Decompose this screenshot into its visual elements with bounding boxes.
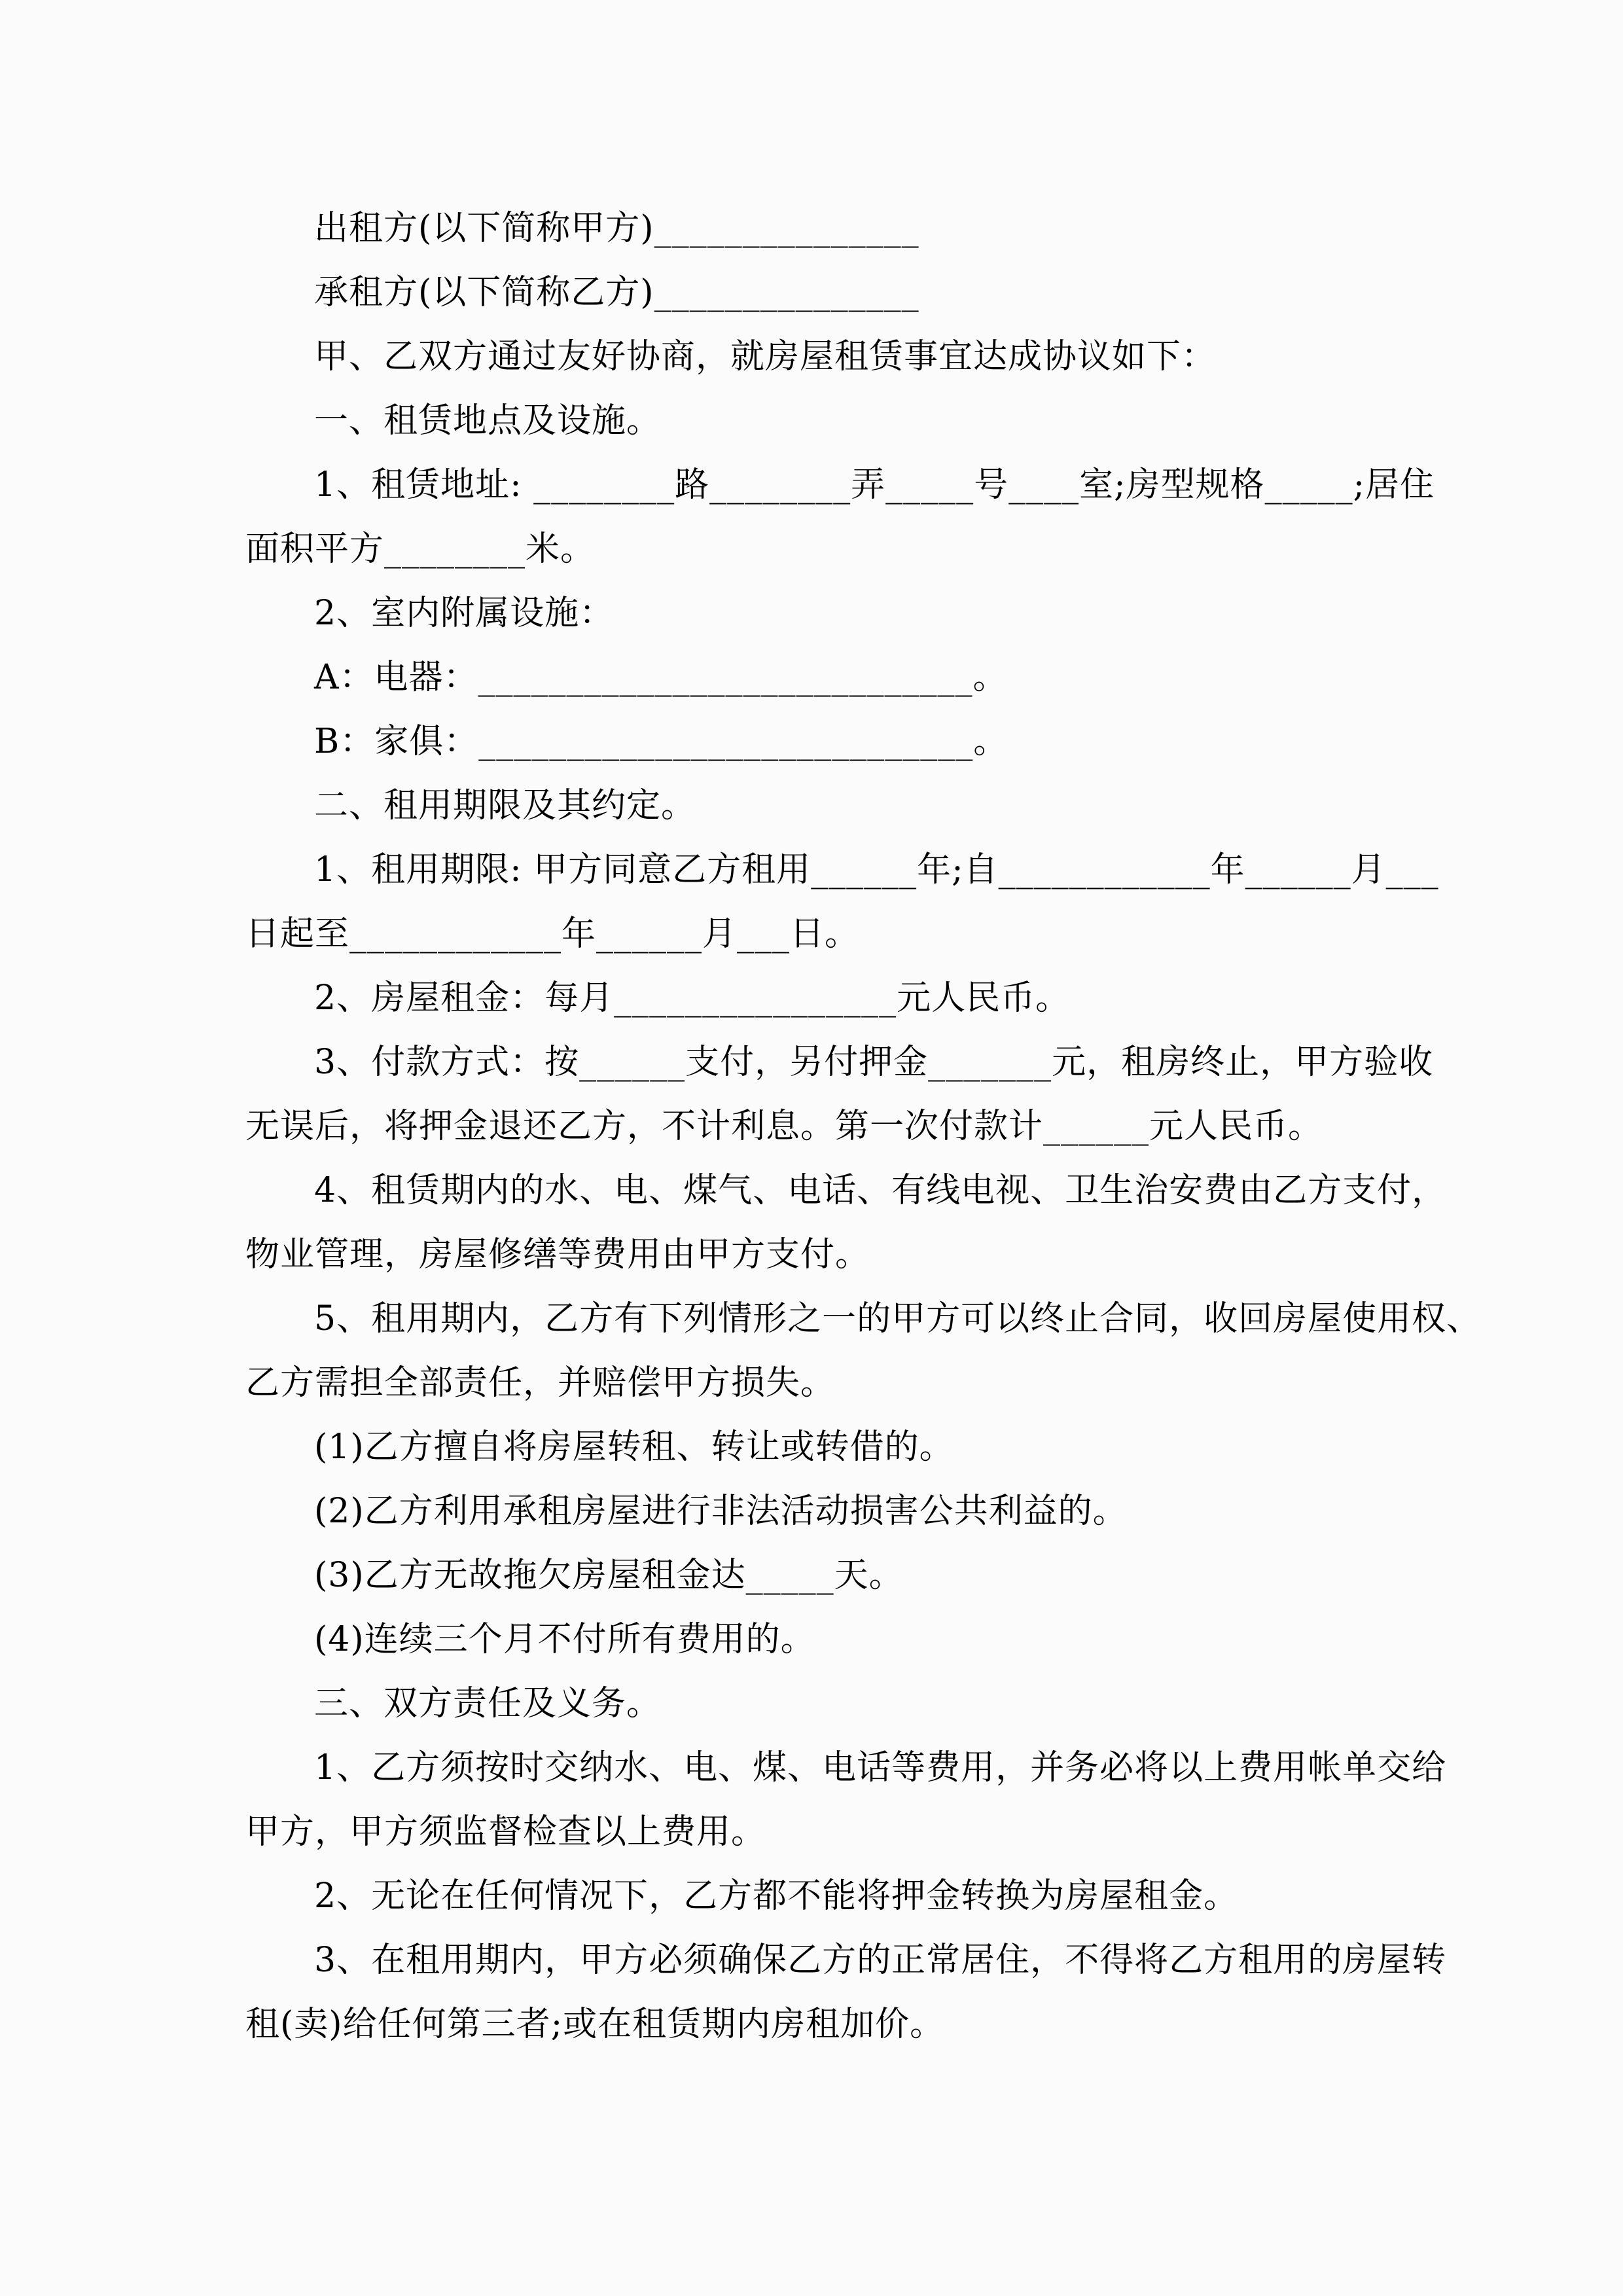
text-line-termination: 5、租用期内，乙方有下列情形之一的甲方可以终止合同，收回房屋使用权、 bbox=[314, 1299, 1482, 1338]
text-line-duty1-cont: 甲方，甲方须监督检查以上费用。 bbox=[245, 1812, 766, 1852]
text-line-payment-cont: 无误后，将押金退还乙方，不计利息。第一次付款计______元人民币。 bbox=[245, 1107, 1323, 1146]
text-line-term: 1、租用期限: 甲方同意乙方租用______年;自____________年______月___ bbox=[314, 850, 1439, 889]
contract-text-block bbox=[245, 196, 1482, 2056]
text-line-utilities-cont: 物业管理，房屋修缮等费用由甲方支付。 bbox=[245, 1235, 870, 1274]
text-line-address-cont: 面积平方________米。 bbox=[245, 529, 596, 569]
text-line-term-cont: 日起至____________年______月___日。 bbox=[245, 914, 860, 954]
text-line-section3-title: 三、双方责任及义务。 bbox=[314, 1684, 662, 1723]
text-line-payment: 3、付款方式：按______支付，另付押金_______元，租房终止，甲方验收 bbox=[314, 1043, 1434, 1082]
text-line-duty2: 2、无论在任何情况下，乙方都不能将押金转换为房屋租金。 bbox=[314, 1876, 1239, 1916]
text-line-utilities: 4、租赁期内的水、电、煤气、电话、有线电视、卫生治安费由乙方支付， bbox=[314, 1171, 1447, 1210]
text-line-appliances: A：电器：____________________________。 bbox=[314, 658, 1008, 697]
text-line-lessor: 出租方(以下简称甲方)_______________ bbox=[314, 209, 919, 248]
text-line-duty1: 1、乙方须按时交纳水、电、煤、电话等费用，并务必将以上费用帐单交给 bbox=[314, 1748, 1447, 1787]
text-line-facilities: 2、室内附属设施： bbox=[314, 594, 615, 633]
text-line-section1-title: 一、租赁地点及设施。 bbox=[314, 401, 662, 440]
text-line-clause2: (2)乙方利用承租房屋进行非法活动损害公共利益的。 bbox=[314, 1492, 1128, 1531]
text-line-furniture: B：家俱：____________________________。 bbox=[314, 722, 1008, 761]
text-line-clause4: (4)连续三个月不付所有费用的。 bbox=[314, 1620, 815, 1659]
text-line-preamble: 甲、乙双方通过友好协商，就房屋租赁事宜达成协议如下： bbox=[314, 337, 1217, 376]
text-line-lessee: 承租方(以下简称乙方)_______________ bbox=[314, 273, 919, 312]
text-line-duty3-cont: 租(卖)给任何第三者;或在租赁期内房租加价。 bbox=[245, 2005, 945, 2044]
text-line-duty3: 3、在租用期内，甲方必须确保乙方的正常居住，不得将乙方租用的房屋转 bbox=[314, 1941, 1447, 1980]
text-line-section2-title: 二、租用期限及其约定。 bbox=[314, 786, 696, 825]
text-line-clause1: (1)乙方擅自将房屋转租、转让或转借的。 bbox=[314, 1427, 954, 1467]
text-line-clause3: (3)乙方无故拖欠房屋租金达_____天。 bbox=[314, 1556, 904, 1595]
text-line-termination-cont: 乙方需担全部责任，并赔偿甲方损失。 bbox=[245, 1363, 836, 1403]
text-line-rent: 2、房屋租金：每月________________元人民币。 bbox=[314, 978, 1071, 1018]
text-line-address: 1、租赁地址: ________路________弄_____号____室;房型规格_____;居住 bbox=[314, 465, 1435, 505]
